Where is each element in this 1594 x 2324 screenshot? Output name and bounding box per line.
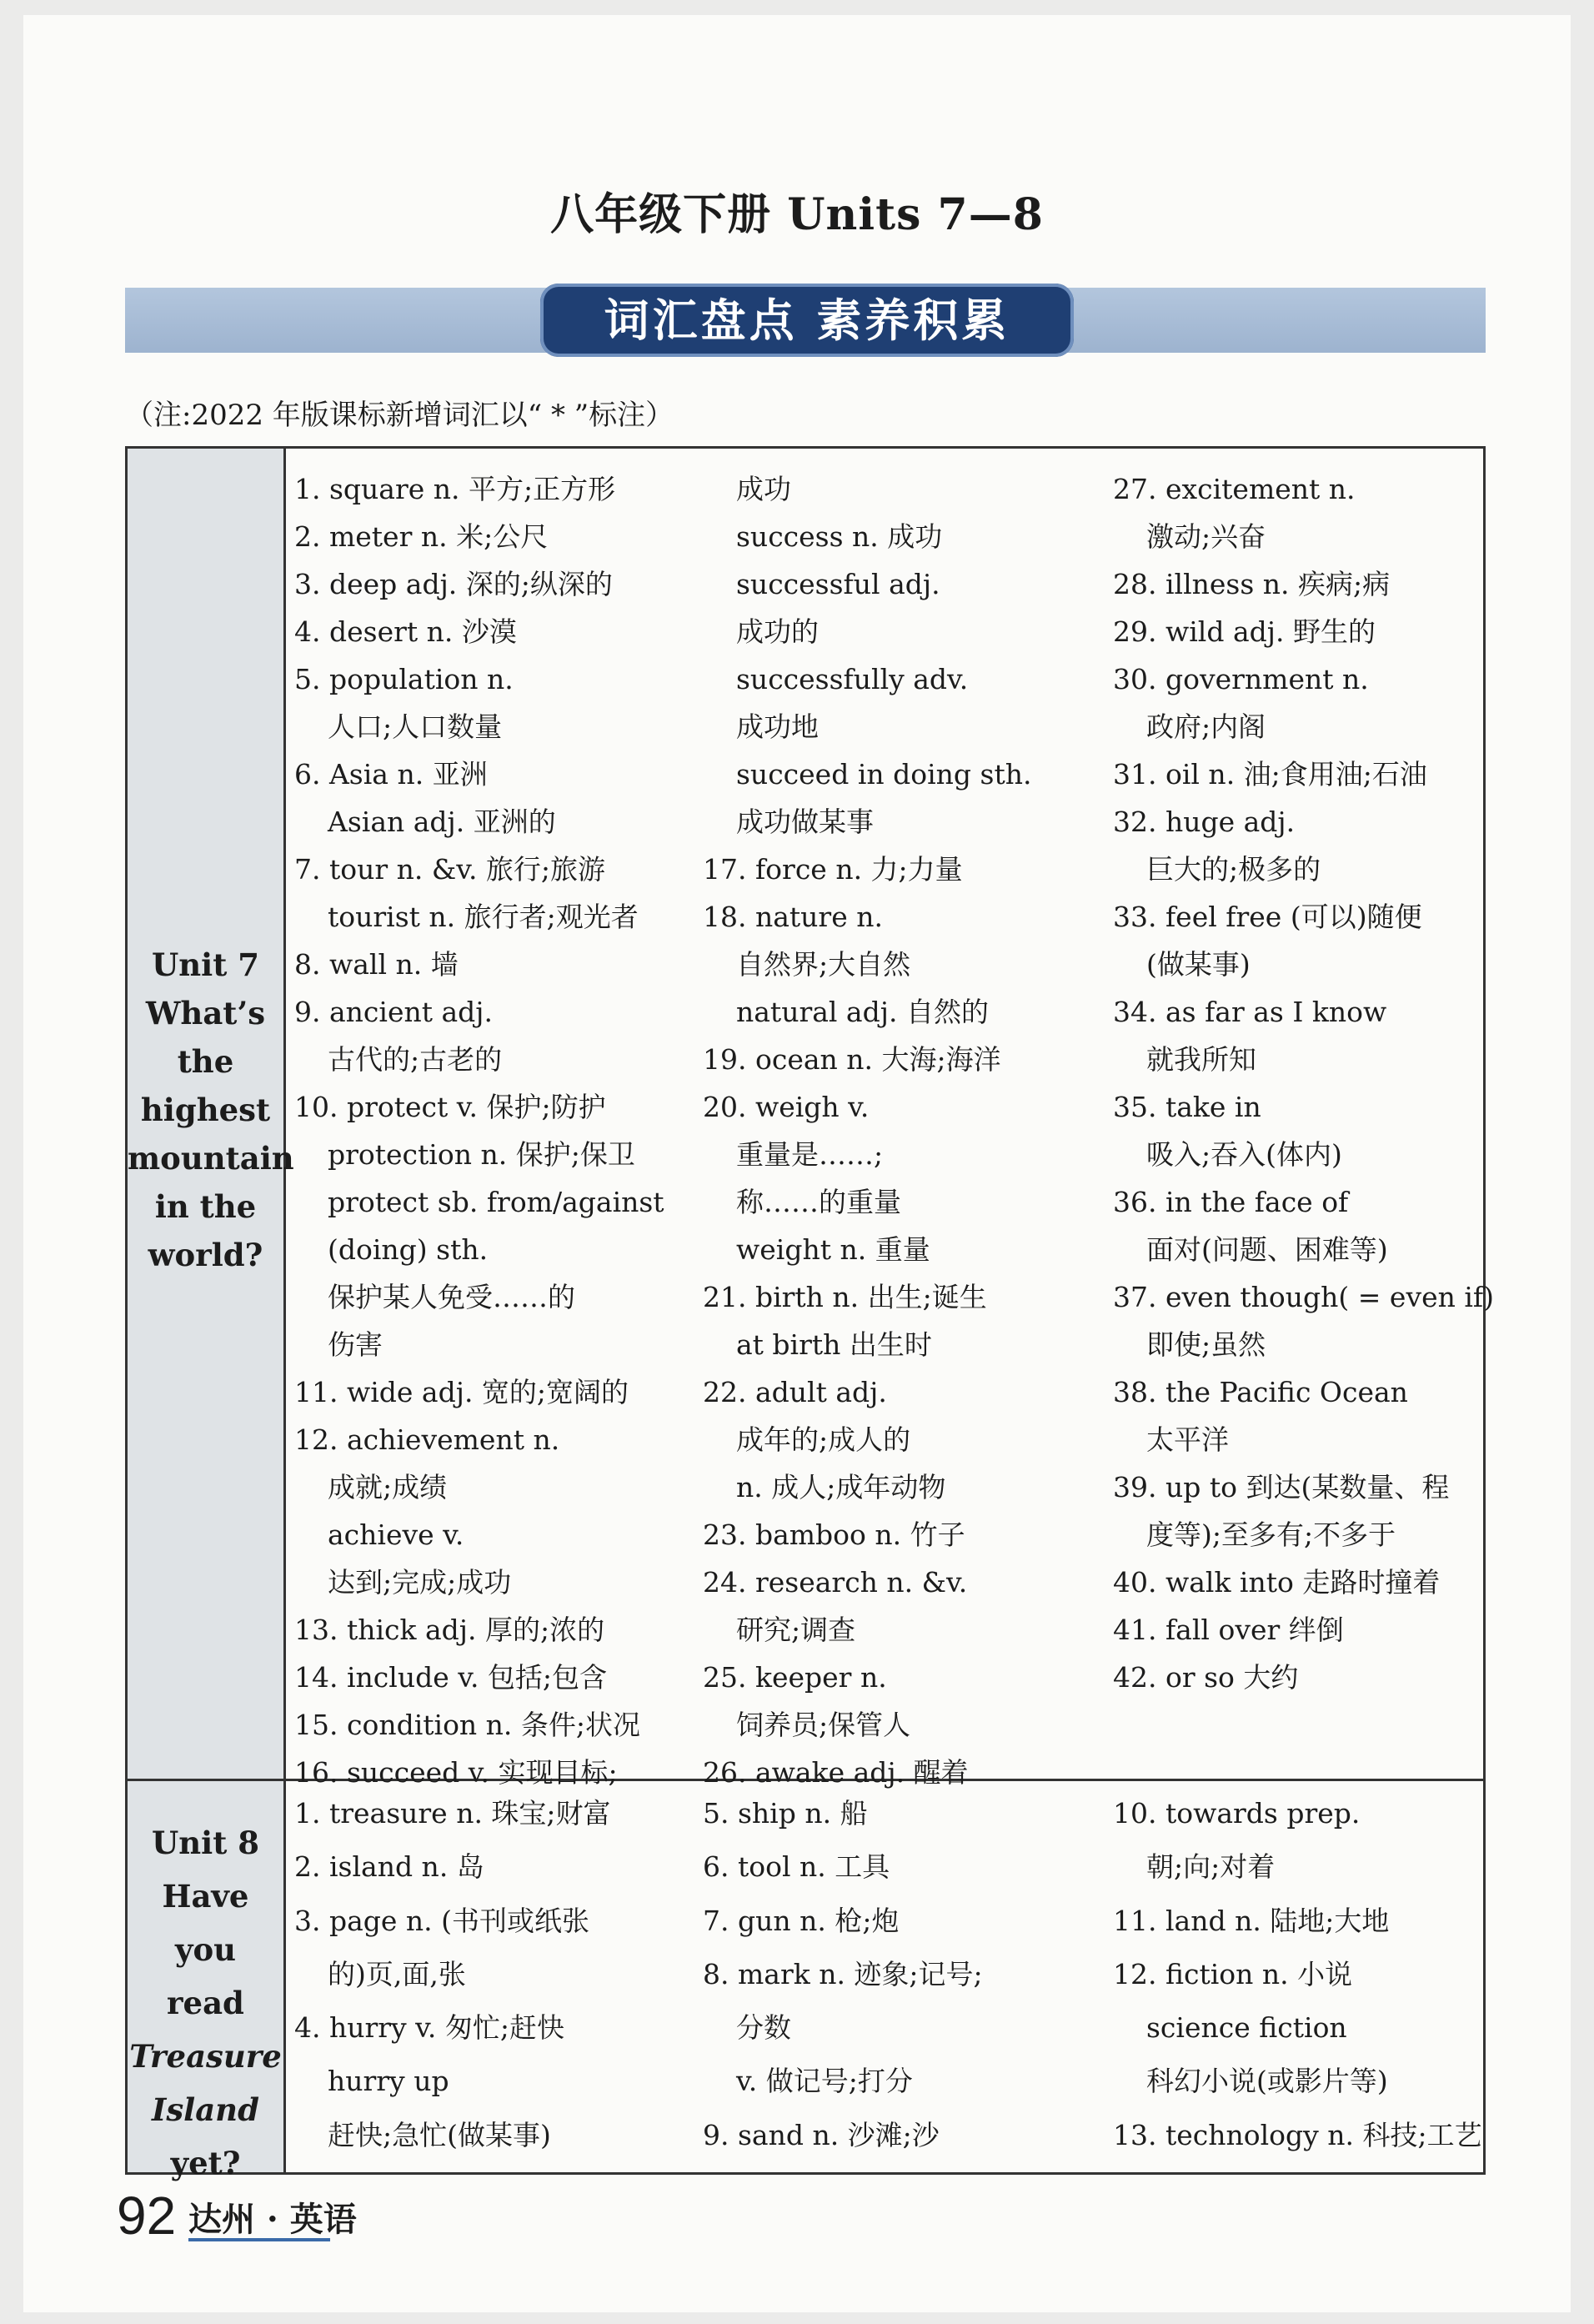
unit7-column-1	[294, 465, 664, 1796]
vocab-line: 政府;内阁	[1146, 710, 1266, 743]
vocab-line: 9. ancient adj.	[294, 996, 493, 1028]
vocab-line: 研究;调查	[736, 1614, 856, 1646]
vocab-line: 20. weigh v.	[703, 1091, 870, 1123]
vocab-line: 1. square n. 平方;正方形	[294, 473, 616, 505]
vocab-line: succeed in doing sth.	[736, 758, 1032, 791]
vocab-line: 成功做某事	[736, 806, 874, 838]
vocab-line: 度等);至多有;不多于	[1146, 1518, 1396, 1551]
vocab-line: (doing) sth.	[328, 1233, 489, 1266]
vocab-line: 29. wild adj. 野生的	[1113, 615, 1376, 648]
vocab-line: 太平洋	[1146, 1423, 1229, 1456]
vocab-line: 9. sand n. 沙滩;沙	[703, 2118, 940, 2151]
vocab-line: 13. thick adj. 厚的;浓的	[294, 1614, 605, 1646]
vocab-line: 即使;虽然	[1146, 1328, 1266, 1361]
banner-label: 词汇盘点 素养积累	[540, 284, 1074, 357]
vocab-line: protect sb. from/against	[328, 1186, 664, 1218]
vocab-line: successfully adv.	[736, 663, 969, 695]
vocab-line: 40. walk into 走路时撞着	[1113, 1566, 1441, 1599]
vocab-line: 25. keeper n.	[703, 1661, 887, 1694]
vocab-line: 16. succeed v. 实现目标;	[294, 1756, 618, 1789]
vocab-line: 10. protect v. 保护;防护	[294, 1091, 606, 1123]
vocab-line: 41. fall over 绊倒	[1113, 1614, 1344, 1646]
vocab-line: 成功	[736, 473, 791, 505]
vocab-line: 24. research n. &v.	[703, 1566, 968, 1599]
vocab-line: 吸入;吞入(体内)	[1146, 1138, 1342, 1171]
vocab-line: 26. awake adj. 醒着	[703, 1756, 969, 1789]
vocab-line: 5. ship n. 船	[703, 1797, 868, 1830]
vocab-line: 古代的;古老的	[328, 1043, 503, 1076]
vocab-line: 12. fiction n. 小说	[1113, 1957, 1353, 1990]
vocab-line: 11. land n. 陆地;大地	[1113, 1904, 1390, 1937]
unit8-label-line: Island	[152, 2091, 259, 2128]
vocab-line: 成功地	[736, 710, 819, 743]
footer-label: 达州 · 英语	[188, 2200, 357, 2239]
vocab-line: 朝;向;对着	[1146, 1850, 1276, 1884]
vocab-line: 22. adult adj.	[703, 1376, 887, 1408]
vocab-line: 19. ocean n. 大海;海洋	[703, 1043, 1001, 1076]
vocab-line: science fiction	[1146, 2011, 1347, 2045]
vocab-line: 就我所知	[1146, 1043, 1256, 1076]
vocab-line: 33. feel free (可以)随便	[1113, 901, 1422, 933]
vocab-line: 赶快;急忙(做某事)	[328, 2118, 551, 2151]
vocab-line: 重量是……;	[736, 1138, 884, 1171]
unit8-label	[128, 1816, 283, 2190]
unit7-label-line: highest	[140, 1092, 271, 1128]
unit7-label	[128, 941, 294, 1279]
vocab-line: natural adj. 自然的	[736, 996, 989, 1028]
vocab-line: 37. even though( = even if)	[1113, 1281, 1495, 1313]
vocab-line: 称……的重量	[736, 1186, 901, 1218]
vocab-line: 6. tool n. 工具	[703, 1850, 890, 1884]
vocab-line: 30. government n.	[1113, 663, 1369, 695]
vocab-line: 14. include v. 包括;包含	[294, 1661, 608, 1694]
unit7-label-line: mountain	[128, 1140, 294, 1177]
vocab-line: 成年的;成人的	[736, 1423, 911, 1456]
vocab-line: 3. page n. (书刊或纸张	[294, 1904, 590, 1937]
note-text: （注:2022 年版课标新增词汇以“ * ”标注）	[125, 399, 674, 432]
vocab-line: 伤害	[328, 1328, 383, 1361]
vocab-line: 6. Asia n. 亚洲	[294, 758, 488, 791]
vocab-line: 激动;兴奋	[1146, 520, 1266, 553]
vocab-line: 4. desert n. 沙漠	[294, 615, 517, 648]
vocab-line: 的)页,面,张	[328, 1957, 466, 1990]
vocab-line: 科幻小说(或影片等)	[1146, 2065, 1388, 2098]
unit8-column-2	[703, 1787, 983, 2162]
vocab-line: 1. treasure n. 珠宝;财富	[294, 1797, 611, 1830]
vocab-line: 成就;成绩	[328, 1471, 448, 1503]
vocab-line: success n. 成功	[736, 520, 943, 553]
unit7-label-line: the	[177, 1043, 234, 1080]
vocab-line: 38. the Pacific Ocean	[1113, 1376, 1408, 1408]
page-title: 八年级下册 Units 7—8	[550, 189, 1044, 240]
vocab-line: Asian adj. 亚洲的	[328, 806, 556, 838]
page-number: 92	[117, 2186, 177, 2246]
vocab-line: 8. wall n. 墙	[294, 948, 459, 981]
vocab-line: 分数	[736, 2011, 791, 2045]
vocab-line: 2. island n. 岛	[294, 1850, 484, 1884]
vocab-line: protection n. 保护;保卫	[328, 1138, 635, 1171]
vocab-line: 39. up to 到达(某数量、程	[1113, 1471, 1450, 1503]
vocab-line: 28. illness n. 疾病;病	[1113, 568, 1391, 600]
vocab-line: n. 成人;成年动物	[736, 1471, 946, 1503]
unit7-label-line: What’s	[145, 995, 266, 1031]
unit8-label-line: Have you	[162, 1878, 249, 1968]
vocab-line: 自然界;大自然	[736, 948, 911, 981]
vocab-line: 3. deep adj. 深的;纵深的	[294, 568, 613, 600]
vocab-table	[125, 446, 1495, 2181]
unit7-column-3	[1113, 465, 1494, 1701]
vocab-line: 11. wide adj. 宽的;宽阔的	[294, 1376, 629, 1408]
vocab-line: 面对(问题、困难等)	[1146, 1233, 1388, 1266]
vocab-line: 5. population n.	[294, 663, 514, 695]
vocab-line: 21. birth n. 出生;诞生	[703, 1281, 987, 1313]
vocab-line: hurry up	[328, 2065, 449, 2098]
vocab-line: (做某事)	[1146, 948, 1251, 981]
unit8-label-line: Treasure	[129, 2038, 282, 2075]
vocab-line: 2. meter n. 米;公尺	[294, 520, 549, 553]
unit7-label-line: world?	[148, 1237, 263, 1273]
vocab-line: 12. achievement n.	[294, 1423, 560, 1456]
vocab-line: 7. tour n. &v. 旅行;旅游	[294, 853, 606, 886]
vocab-line: 36. in the face of	[1113, 1186, 1349, 1218]
unit8-label-line: Unit 8	[152, 1825, 259, 1861]
vocab-line: successful adj.	[736, 568, 940, 600]
vocab-line: at birth 出生时	[736, 1328, 932, 1361]
vocab-line: 31. oil n. 油;食用油;石油	[1113, 758, 1427, 791]
unit8-label-line: yet?	[170, 2145, 241, 2181]
unit8-column-1	[294, 1787, 611, 2162]
unit8-label-line: read	[167, 1985, 244, 2021]
vocab-line: 34. as far as I know	[1113, 996, 1387, 1028]
vocab-line: 17. force n. 力;力量	[703, 853, 963, 886]
vocab-line: 巨大的;极多的	[1146, 853, 1321, 886]
vocab-line: 8. mark n. 迹象;记号;	[703, 1957, 983, 1990]
vocab-line: 成功的	[736, 615, 819, 648]
vocab-line: 18. nature n.	[703, 901, 883, 933]
vocab-line: 32. huge adj.	[1113, 806, 1296, 838]
unit7-label-line: Unit 7	[152, 946, 259, 983]
vocab-line: 10. towards prep.	[1113, 1797, 1361, 1830]
vocab-line: 13. technology n. 科技;工艺	[1113, 2118, 1482, 2151]
vocab-line: 42. or so 大约	[1113, 1661, 1299, 1694]
vocab-line: 27. excitement n.	[1113, 473, 1356, 505]
vocab-line: 7. gun n. 枪;炮	[703, 1904, 900, 1937]
vocab-line: 23. bamboo n. 竹子	[703, 1518, 965, 1551]
vocab-line: 饲养员;保管人	[736, 1709, 911, 1741]
vocab-line: 达到;完成;成功	[328, 1566, 512, 1599]
vocab-line: 保护某人免受……的	[328, 1281, 575, 1313]
unit8-column-3	[1113, 1787, 1482, 2162]
vocab-line: 人口;人口数量	[328, 710, 503, 743]
unit7-label-line: in the	[154, 1188, 257, 1225]
vocab-line: tourist n. 旅行者;观光者	[328, 901, 639, 933]
vocab-line: weight n. 重量	[736, 1233, 930, 1266]
vocab-line: 15. condition n. 条件;状况	[294, 1709, 641, 1741]
vocab-line: achieve v.	[328, 1518, 464, 1551]
vocab-line: v. 做记号;打分	[736, 2065, 913, 2098]
footer-underline	[188, 2238, 330, 2241]
vocab-line: 35. take in	[1113, 1091, 1261, 1123]
vocab-line: 4. hurry v. 匆忙;赶快	[294, 2011, 564, 2045]
unit7-column-2	[703, 465, 1031, 1796]
